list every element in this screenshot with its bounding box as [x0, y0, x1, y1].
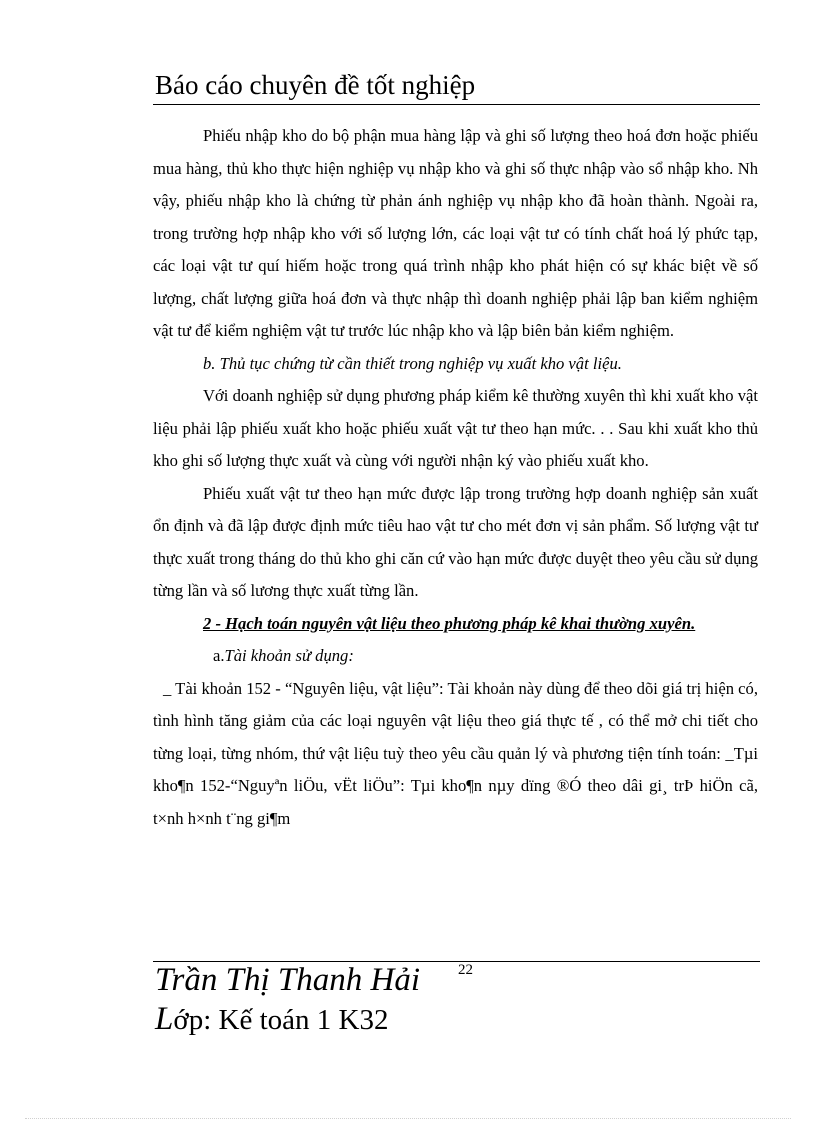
paragraph-kiem-ke: Với doanh nghiệp sử dụng phương pháp kiểm kê thường xuyên thì khi xuất kho vật liệu phải lập phiếu xuất kho hoặc phiếu xuất vật tư theo hạn mức. . . Sau khi xuất kho thủ kho ghi số lượng thực xuất và cùng với người nhận ký vào phiếu xuất kho. [153, 386, 758, 470]
page-number: 22 [458, 962, 473, 978]
subheading-prefix: a. [213, 646, 225, 665]
paragraph-han-muc: Phiếu xuất vật tư theo hạn mức được lập trong trường hợp doanh nghiệp sản xuất ổn định và đã lập được định mức tiêu hao vật tư cho mét đơn vị sản phẩm. Số lượng vật tư thực xuất trong tháng do thủ kho ghi căn cứ vào hạn mức được duyệt theo yêu cầu sử dụng từng lần và số lương thực xuất từng lần. [153, 483, 758, 600]
author-name: Trần Thị Thanh Hải [155, 962, 420, 998]
section-heading-2: 2 - Hạch toán nguyên vật liệu theo phương pháp kê khai thường xuyên. [203, 613, 696, 633]
subheading-xuat-kho: b. Thủ tục chứng từ cần thiết trong nghiệp vụ xuất kho vật liệu. [203, 353, 622, 373]
paragraph-phieu-nhap-kho: Phiếu nhập kho do bộ phận mua hàng lập và ghi số lượng theo hoá đơn hoặc phiếu mua hàng, thủ kho thực hiện nghiệp vụ nhập kho và ghi số thực nhập vào sổ nhập kho. Nh vậy, phiếu nhập kho là chứng từ phản ánh nghiệp vụ nhập kho đã hoàn thành. Ngoài ra, trong trường hợp nhập kho với số lượng lớn, các loại vật tư có tính chất hoá lý phức tạp, các loại vật tư quí hiếm hoặc trong quá trình nhập kho phát hiện có sự khác biệt về số lượng, chất lượng giữa hoá đơn và thực nhập thì doanh nghiệp phải lập ban kiểm nghiệm vật tư để kiểm nghiệm vật tư trước lúc nhập kho và lập biên bản kiểm nghiệm. [153, 126, 758, 340]
class-rest: ớp: Kế toán 1 K32 [173, 1004, 389, 1036]
document-body [153, 120, 758, 835]
subheading-tai-khoan [153, 640, 758, 673]
subheading-label: Tài khoản sử dụng: [224, 646, 354, 665]
page-header-title: Báo cáo chuyên đề tốt nghiệp [155, 70, 476, 100]
paragraph-tai-khoan-152: _ Tài khoản 152 - “Nguyên liệu, vật liệu”: Tài khoản này dùng để theo dõi giá trị hiện có, tình hình tăng giảm của các loại nguyên vật liệu theo giá thực tế , có thể mở chi tiết cho từng loại, từng nhóm, thứ vật liệu tuỳ theo yêu cầu quản lý và phương tiện tính toán: _Tµi kho¶n 152-“Nguyªn liÖu, vËt liÖu”: Tµi kho¶n nµy dïng ®Ó theo dâi gi¸ trÞ hiÖn cã, t×nh h×nh t¨ng gi¶m [153, 678, 758, 828]
class-initial: L [155, 1001, 174, 1037]
header-divider [153, 104, 760, 105]
class-label [155, 1001, 388, 1038]
page-bottom-border [25, 1118, 791, 1119]
